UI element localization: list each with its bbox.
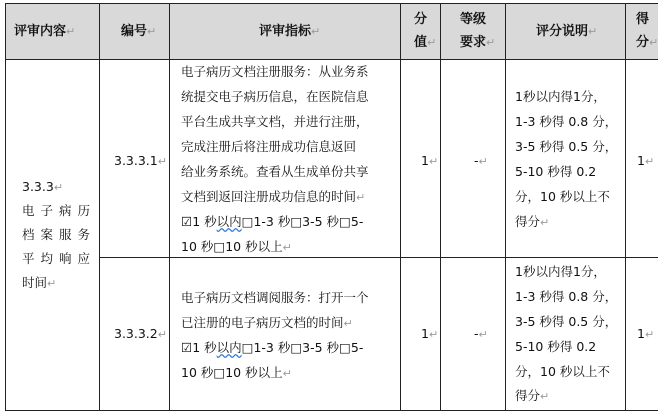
notes-line: 得分↵ [515, 388, 550, 403]
grid-line [400, 3, 401, 411]
row-score: 1↵ [421, 326, 439, 341]
row-got: 1↵ [637, 153, 655, 168]
indicator-line: 电子病历文档调阅服务：打开一个 [181, 290, 369, 305]
grid-line [99, 3, 100, 411]
grid-line [625, 3, 626, 411]
section-line: 电子病历 [22, 203, 90, 218]
notes-line: 1秒以内得1分， [515, 89, 606, 104]
header-indicator: 评审指标↵ [259, 24, 321, 39]
header-grade-line2: 要求↵ [460, 35, 496, 50]
notes-line: 1-3 秒得 0.8 分， [515, 114, 618, 129]
header-content: 评审内容↵ [14, 24, 76, 39]
row-grade: -↵ [474, 153, 488, 168]
time-checkbox-line: 10 秒□10 秒以上↵ [181, 239, 292, 254]
notes-line: 分，10 秒以上不 [515, 189, 610, 204]
row-code: 3.3.3.2↵ [114, 326, 167, 341]
header-grade-line1: 等级 [460, 12, 487, 27]
indicator-line: 统提交电子病历信息，在医院信息 [181, 89, 369, 104]
section-line: 平均响应 [22, 251, 90, 266]
header-got-line2: 分↵ [636, 35, 658, 50]
row-code: 3.3.3.1↵ [114, 153, 167, 168]
notes-line: 3-5 秒得 0.5 分， [515, 139, 618, 154]
header-score-line1: 分 [414, 12, 428, 27]
grid-line [440, 3, 441, 411]
section-line: 档案服务 [22, 227, 90, 242]
section-number: 3.3.3↵ [22, 179, 64, 194]
time-checkbox-line: ☑1 秒以内□1-3 秒□3-5 秒□5- [181, 214, 364, 229]
indicator-line: 电子病历文档注册服务：从业务系 [181, 64, 369, 79]
header-got-line1: 得 [636, 12, 650, 27]
header-score-line2: 值↵ [414, 35, 437, 50]
section-line: 时间↵ [22, 275, 57, 290]
grid-line [5, 3, 658, 4]
indicator-line: 文档到返回注册成功信息的时间↵ [181, 189, 366, 204]
grid-line [5, 3, 6, 411]
indicator-line: 已注册的电子病历文档的时间↵ [181, 315, 353, 330]
time-checkbox-line: ☑1 秒以内□1-3 秒□3-5 秒□5- [181, 340, 364, 355]
indicator-line: 给业务系统。查看从生成单份共享 [181, 164, 369, 179]
indicator-line: 平台生成共享文档，并进行注册， [181, 114, 369, 129]
header-notes: 评分说明↵ [536, 24, 598, 39]
notes-line: 5-10 秒得 0.2 [515, 339, 597, 354]
row-got: 1↵ [637, 326, 655, 341]
grid-line [505, 3, 506, 411]
notes-line: 5-10 秒得 0.2 [515, 164, 597, 179]
header-code: 编号↵ [121, 24, 157, 39]
indicator-line: 完成注册后将注册成功信息返回 [181, 139, 357, 154]
notes-line: 3-5 秒得 0.5 分， [515, 314, 618, 329]
row-score: 1↵ [421, 153, 439, 168]
notes-line: 得分↵ [515, 214, 550, 229]
notes-line: 分，10 秒以上不 [515, 364, 610, 379]
grid-line [5, 410, 658, 411]
notes-line: 1秒以内得1分， [515, 264, 606, 279]
grid-line [5, 59, 658, 60]
time-checkbox-line: 10 秒□10 秒以上↵ [181, 365, 292, 380]
row-grade: -↵ [474, 326, 488, 341]
grid-line [169, 3, 170, 411]
notes-line: 1-3 秒得 0.8 分， [515, 289, 618, 304]
